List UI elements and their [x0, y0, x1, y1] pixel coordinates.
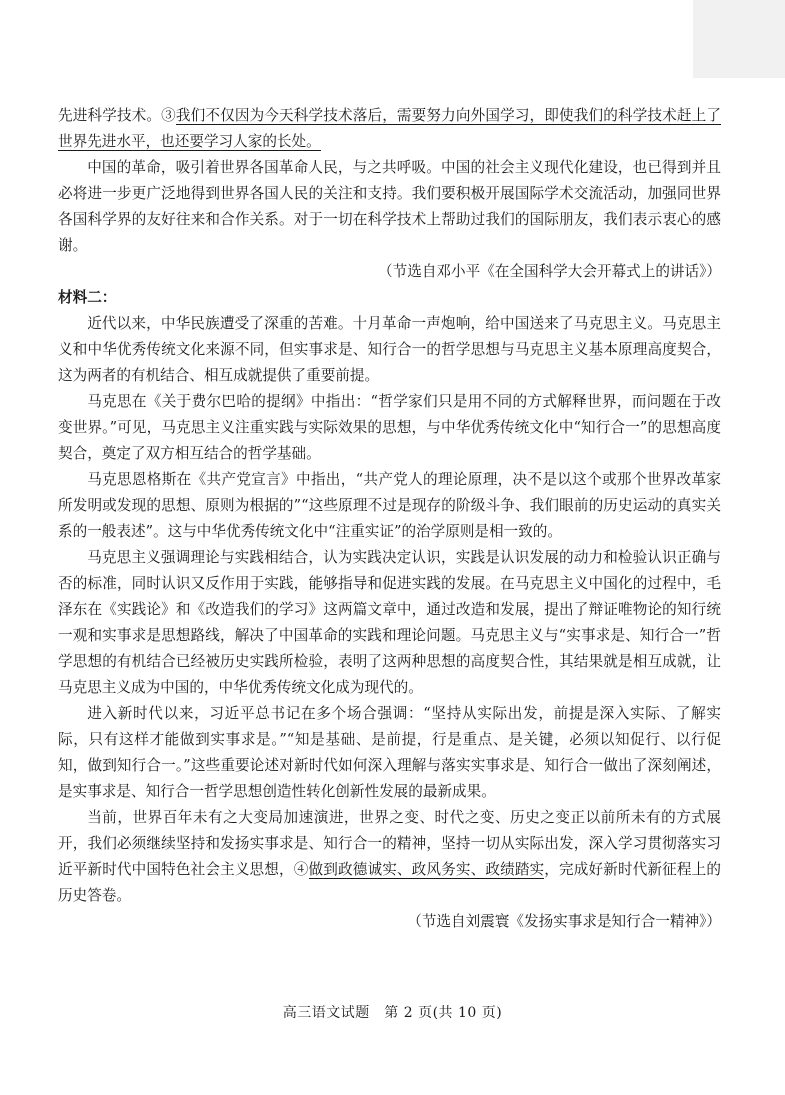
- paragraph: [58, 805, 721, 909]
- paragraph: 马克思主义强调理论与实践相结合，认为实践决定认识，实践是认识发展的动力和检验认识正确与否的标准，同时认识又反作用于实践，能够指导和促进实践的发展。在马克思主义中国化的过程中，毛泽东在《实践论》和《改造我们的学习》这两篇文章中，通过改造和发展，提出了辩证唯物论的知行统一观和实事求是思想路线，解决了中国革命的实践和理论问题。马克思主义与“实事求是、知行合一”哲学思想的有机结合已经被历史实践所检验，表明了这两种思想的高度契合性，其结果就是相互成就，让马克思主义成为中国的，中华优秀传统文化成为现代的。: [58, 549, 721, 696]
- page-footer: 高三语文试题 第 2 页(共 10 页): [282, 1005, 503, 1021]
- paragraph: 进入新时代以来，习近平总书记在多个场合强调：“坚持从实际出发，前提是深入实际、了解实际，只有这样才能做到实事求是。”“知是基础、是前提，行是重点、是关键，必须以知促行、以行促知，做到知行合一。”这些重要论述对新时代如何深入理解与落实实事求是、知行合一做出了深刻阐述，是实事求是、知行合一哲学思想创造性转化创新性发展的最新成果。: [58, 705, 721, 800]
- paragraph: 马克思恩格斯在《共产党宣言》中指出，“共产党人的理论原理，决不是以这个或那个世界改革家所发明或发现的思想、原则为根据的”“这些原理不过是现存的阶级斗争、我们眼前的历史运动的真实关系的一般表述”。这与中华优秀传统文化中“注重实证”的治学原则是相一致的。: [58, 471, 721, 540]
- paragraph: 近代以来，中华民族遭受了深重的苦难。十月革命一声炮响，给中国送来了马克思主义。马克思主义和中华优秀传统文化来源不同，但实事求是、知行合一的哲学思想与马克思主义基本原理高度契合，这为两者的有机结合、相互成就提供了重要前提。: [58, 315, 721, 384]
- paragraph: 马克思在《关于费尔巴哈的提纲》中指出：“哲学家们只是用不同的方式解释世界，而问题在于改变世界。”可见，马克思主义注重实践与实际效果的思想，与中华优秀传统文化中“知行合一”的思想高度契合，奠定了双方相互结合的哲学基础。: [58, 393, 721, 462]
- text-run: ，完成好新时代新征程上的历史答卷。: [58, 861, 721, 904]
- text-run: 当前，世界百年未有之大变局加速演进，世界之变、时代之变、历史之变正以前所未有的方式展开，我们必须继续坚持和发扬实事求是、知行合一的精神，坚持一切从实际出发，深入学习贯彻落实习近平新时代中国特色社会主义思想，④: [58, 809, 721, 878]
- section-heading: 材料二：: [58, 289, 117, 306]
- underlined-phrase-4: 做到政德诚实、政风务实、政绩踏实: [308, 861, 545, 878]
- source-citation: （节选自邓小平《在全国科学大会开幕式上的讲话》）: [378, 263, 721, 280]
- paragraph: 中国的革命，吸引着世界各国革命人民，与之共呼吸。中国的社会主义现代化建设，也已得到并且必将进一步更广泛地得到世界各国人民的关注和支持。我们要积极开展国际学术交流活动，加强同世界各国科学界的友好往来和合作关系。对于一切在科学技术上帮助过我们的国际朋友，我们表示衷心的感谢。: [58, 159, 721, 254]
- source-citation: （节选自刘震寰《发扬实事求是知行合一精神》）: [407, 913, 721, 930]
- underlined-sentence-3: 我们不仅因为今天科学技术落后，需要努力向外国学习，即使我们的科学技术赶上了世界先进水平，也还要学习人家的长处。: [58, 107, 721, 150]
- document-body: [58, 103, 721, 935]
- corner-scan-mark: [693, 0, 785, 78]
- paragraph-continued: [58, 103, 721, 155]
- text-run: 先进科学技术。③: [58, 107, 176, 124]
